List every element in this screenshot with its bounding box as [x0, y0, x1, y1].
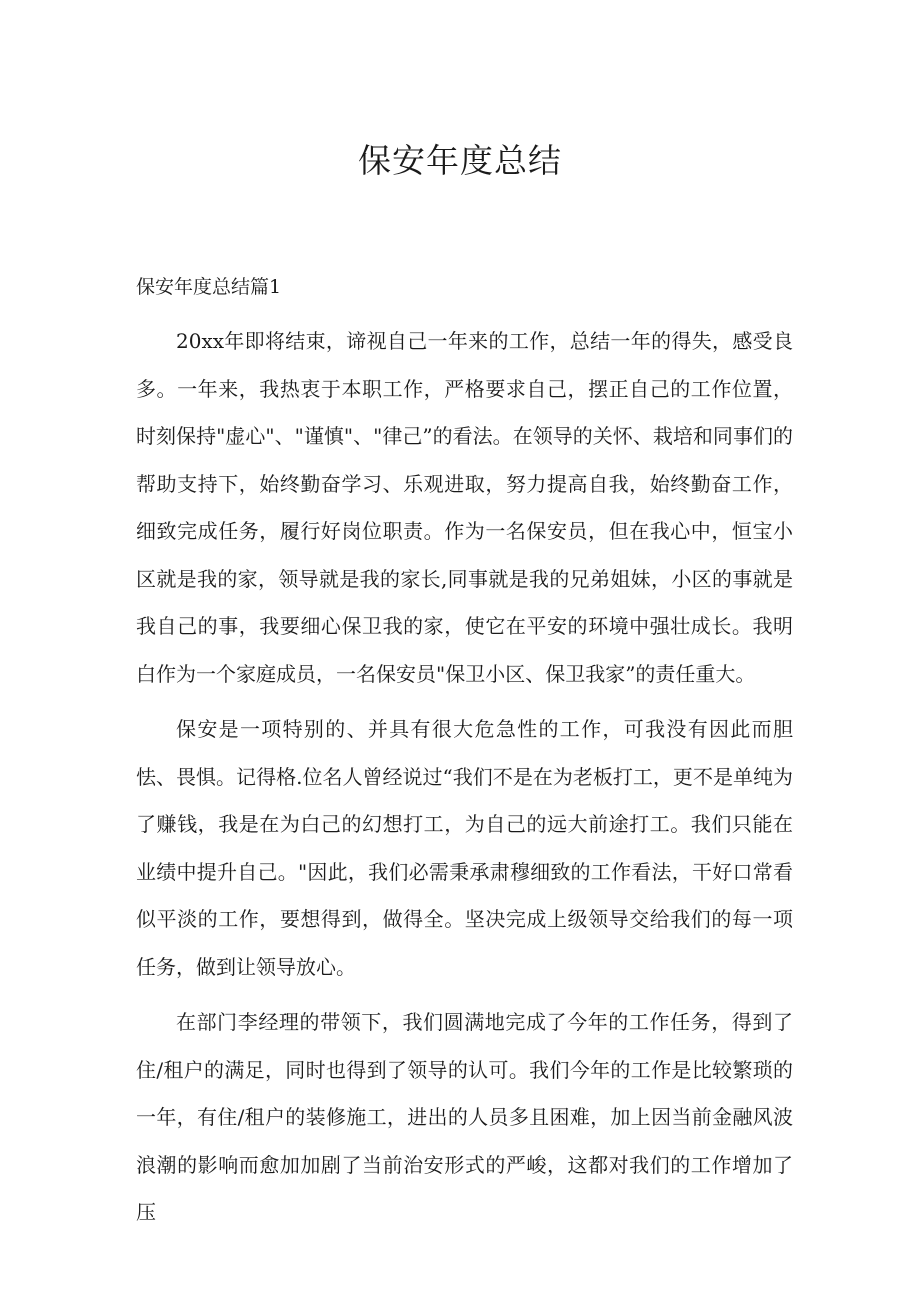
document-title: 保安年度总结 [358, 141, 562, 180]
document-body [136, 318, 793, 1245]
paragraph-2: 保安是一项特别的、并具有很大危急性的工作，可我没有因此而胆怯、畏惧。记得格.位名人曾经说过“我们不是在为老板打工，更不是单纯为了赚钱，我是在为白己的幻想打工，为自己的远大前途打工。我们只能在业绩中提升自己。"因此，我们必需秉承肃穆细致的工作看法，干好口常看似平淡的工作，要想得到，做得全。坚决完成上级领导交给我们的每一项任务，做到让领导放心。 [136, 717, 793, 979]
paragraph-1: 20xx年即将结束，谛视自己一年来的工作，总结一年的得失，感受良多。一年来，我热衷于本职工作，严格要求自己，摆正自己的工作位置，时刻保持"虚心"、"谨慎"、"律己”的看法。在领导的关怀、栽培和同事们的帮助支持下，始终勤奋学习、乐观进取，努力提高自我，始终勤奋工作，细致完成任务，履行好岗位职责。作为一名保安员，但在我心中，恒宝小区就是我的家，领导就是我的家长,同事就是我的兄弟姐妹，小区的事就是我自己的事，我要细心保卫我的家，使它在平安的环境中强壮成长。我明白作为一个家庭成员，一名保安员"保卫小区、保卫我家”的责任重大。 [136, 329, 793, 686]
paragraph-3: 在部门李经理的带领下，我们圆满地完成了今年的工作任务，得到了住/租户的满足，同时也得到了领导的认可。我们今年的工作是比较繁琐的一年，有住/租户的装修施工，进出的人员多且困难，加上因当前金融风波浪潮的影响而愈加加剧了当前治安形式的严峻，这都对我们的工作增加了压 [136, 1010, 793, 1224]
section-heading: 保安年度总结篇1 [136, 276, 282, 298]
